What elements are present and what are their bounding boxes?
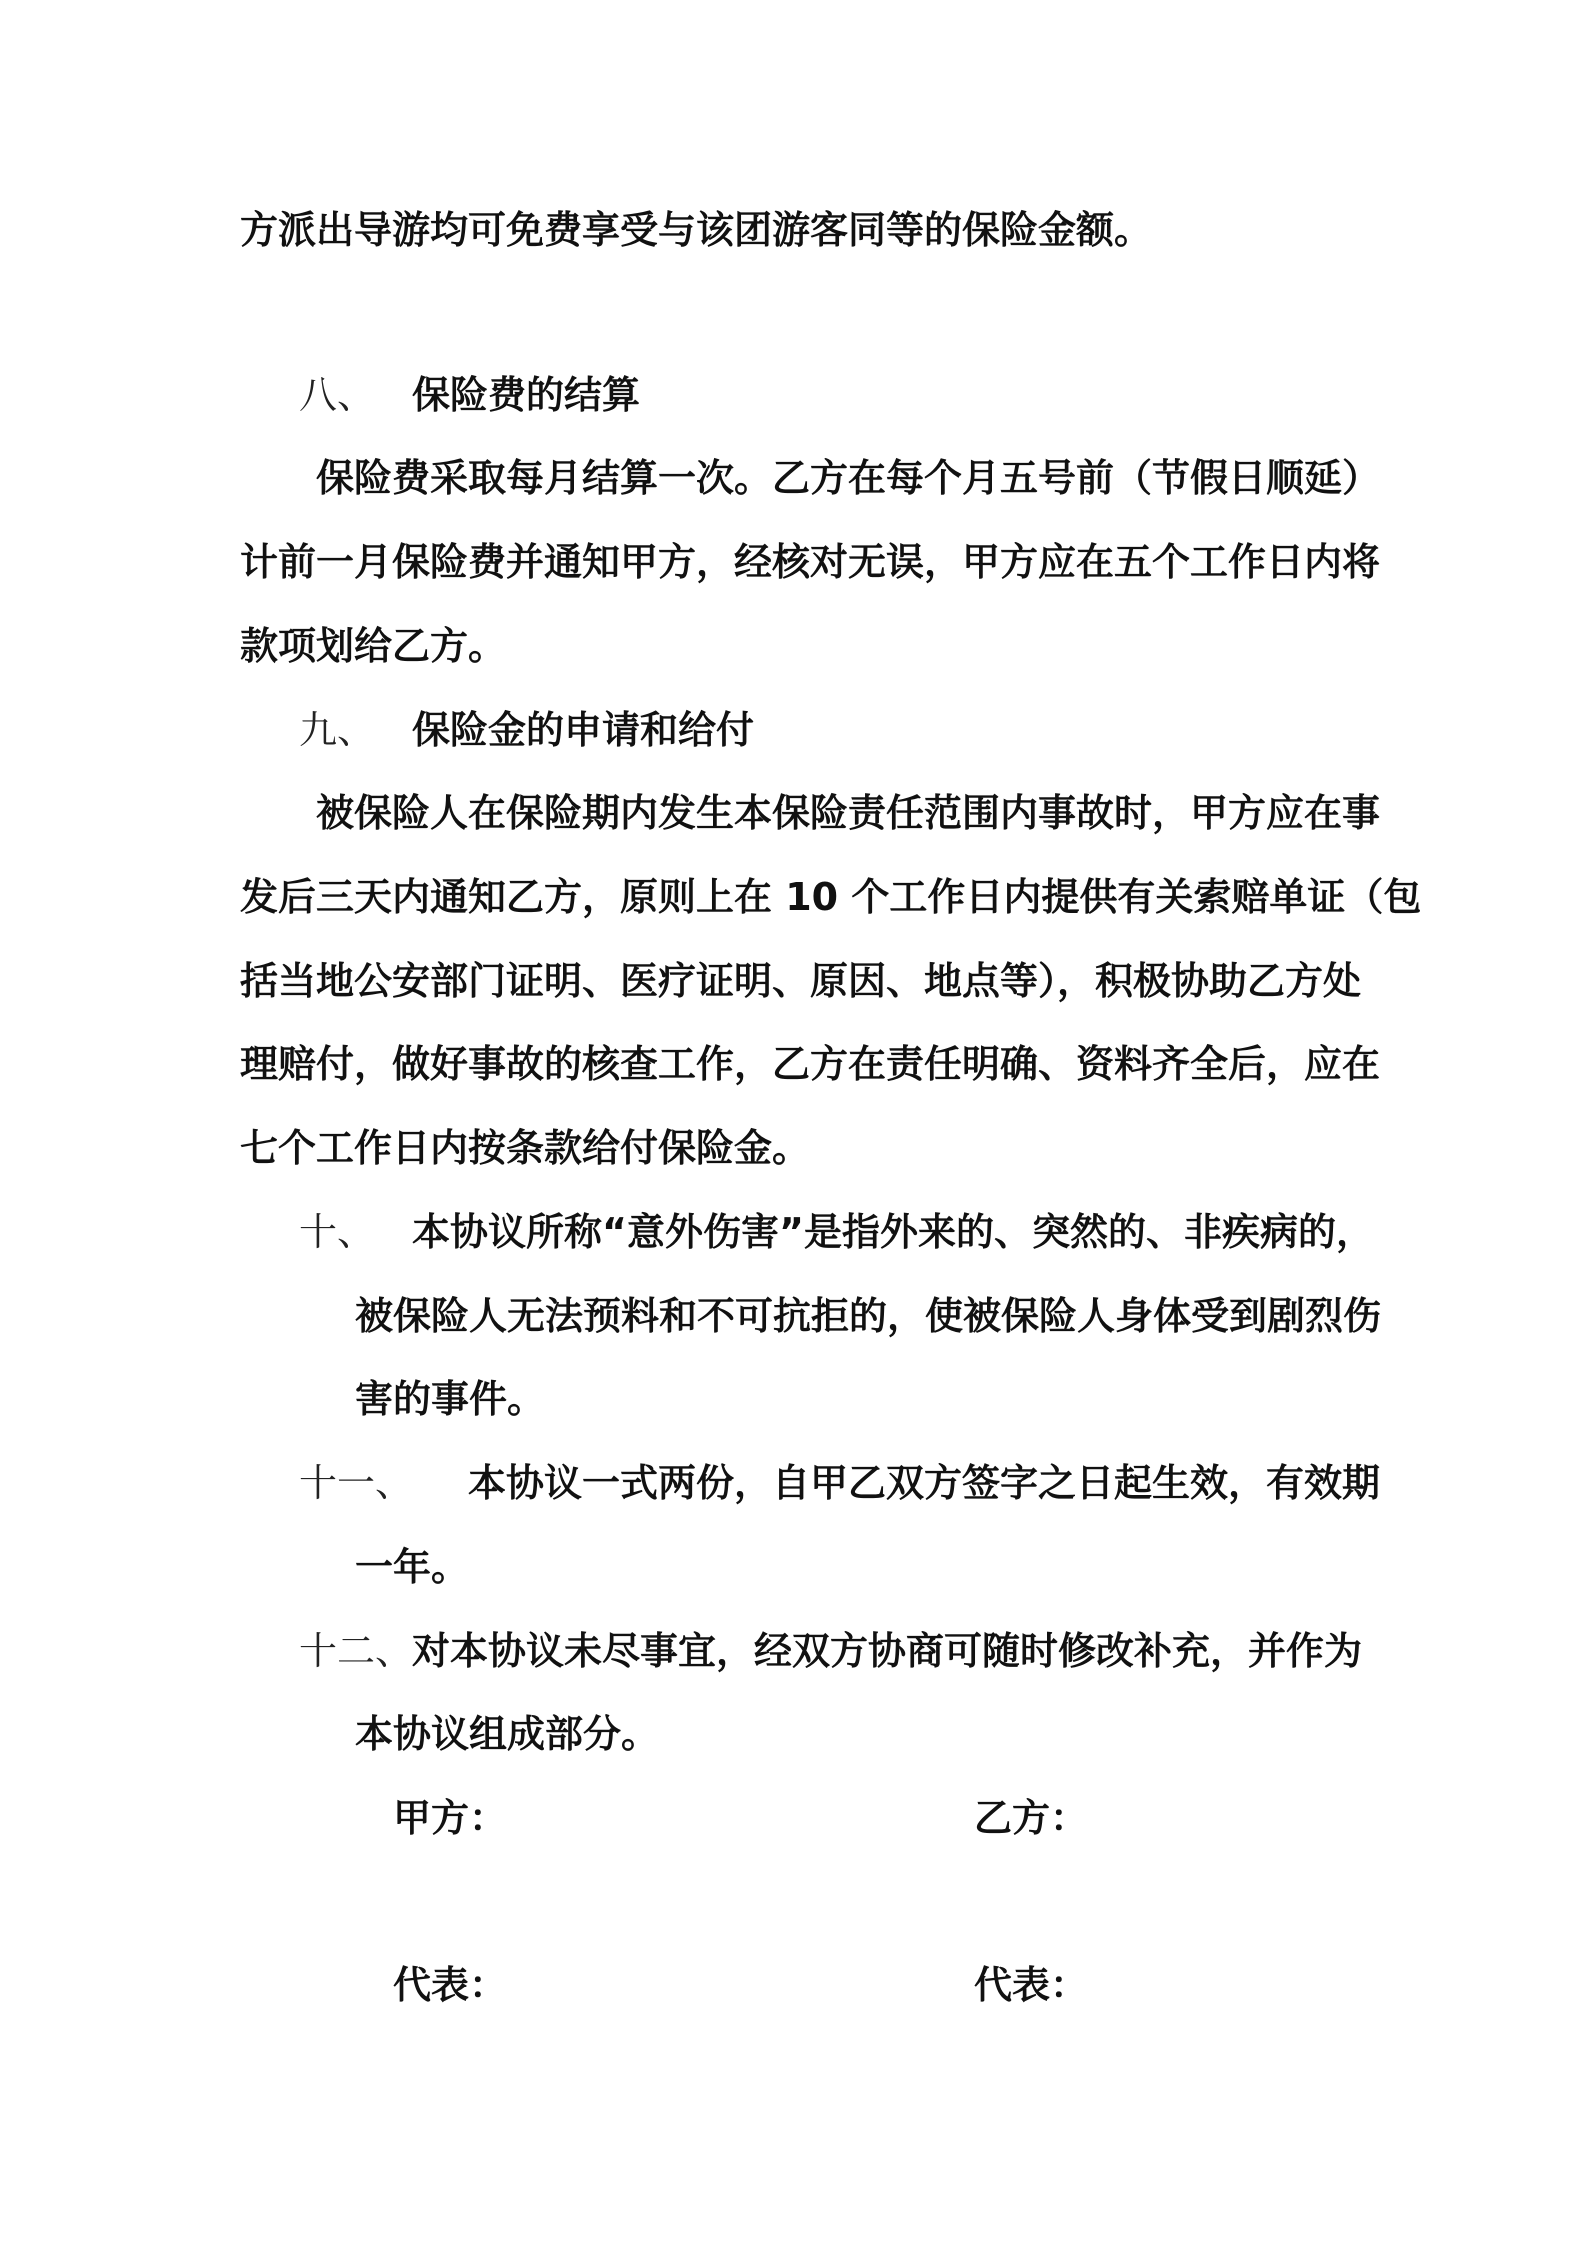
section-12-line-1: 对本协议未尽事宜，经双方协商可随时修改补充，并作为 bbox=[412, 1629, 1363, 1673]
section-11-number: 十一、 bbox=[299, 1461, 414, 1505]
section-9-line-1: 被保险人在保险期内发生本保险责任范围内事故时，甲方应在事 bbox=[316, 791, 1381, 835]
section-9-line-2: 发后三天内通知乙方，原则上在 10 个工作日内提供有关索赔单证（包 bbox=[240, 875, 1422, 919]
section-8-number: 八、 bbox=[299, 373, 376, 417]
party-a-label: 甲方： bbox=[393, 1796, 508, 1840]
continuation-text: 方派出导游均可免费享受与该团游客同等的保险金额。 bbox=[240, 208, 1153, 252]
section-12-number: 十二、 bbox=[299, 1629, 414, 1673]
section-9-line-4: 理赔付，做好事故的核查工作，乙方在责任明确、资料齐全后，应在 bbox=[240, 1042, 1381, 1086]
section-11-line-1: 本协议一式两份，自甲乙双方签字之日起生效，有效期 bbox=[468, 1461, 1381, 1505]
section-9-number: 九、 bbox=[299, 708, 376, 752]
section-8-line-1: 保险费采取每月结算一次。乙方在每个月五号前（节假日顺延） bbox=[316, 456, 1381, 500]
section-8-line-3: 款项划给乙方。 bbox=[240, 624, 507, 668]
party-b-label: 乙方： bbox=[974, 1796, 1089, 1840]
section-11-line-2: 一年。 bbox=[355, 1545, 470, 1589]
section-10-line-2: 被保险人无法预料和不可抗拒的，使被保险人身体受到剧烈伤 bbox=[355, 1294, 1382, 1338]
section-9-line-3: 括当地公安部门证明、医疗证明、原因、地点等），积极协助乙方处 bbox=[240, 959, 1362, 1003]
section-8-heading: 保险费的结算 bbox=[412, 373, 641, 417]
section-10-line-1: 本协议所称“意外伤害”是指外来的、突然的、非疾病的， bbox=[412, 1210, 1374, 1254]
section-9-heading: 保险金的申请和给付 bbox=[412, 708, 755, 752]
section-9-line-5: 七个工作日内按条款给付保险金。 bbox=[240, 1126, 811, 1170]
section-10-number: 十、 bbox=[299, 1210, 376, 1254]
section-10-line-3: 害的事件。 bbox=[355, 1377, 546, 1421]
representative-a-label: 代表： bbox=[393, 1963, 508, 2007]
section-8-line-2: 计前一月保险费并通知甲方，经核对无误，甲方应在五个工作日内将 bbox=[240, 540, 1381, 584]
section-12-line-2: 本协议组成部分。 bbox=[355, 1712, 660, 1756]
representative-b-label: 代表： bbox=[974, 1963, 1089, 2007]
